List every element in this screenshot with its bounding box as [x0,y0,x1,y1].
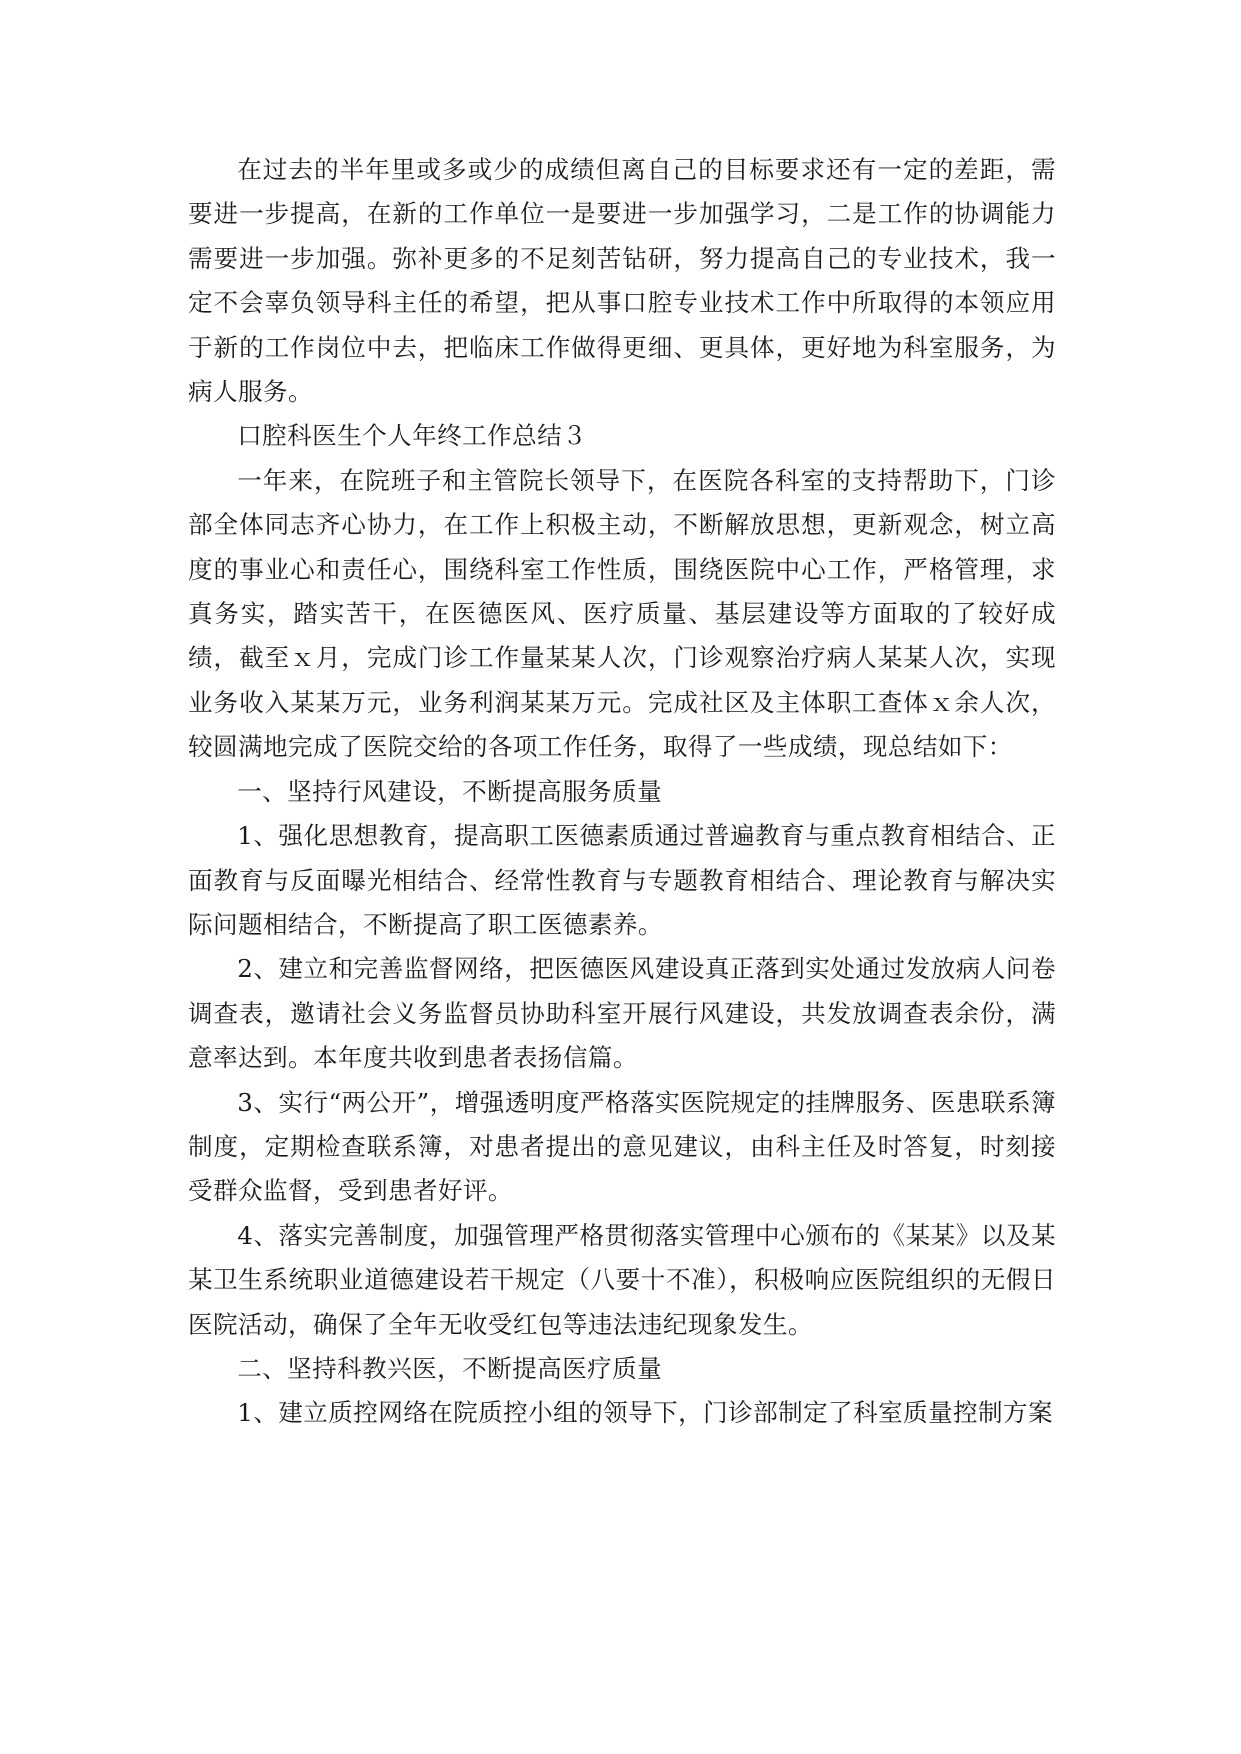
paragraph-item-3: 3、实行“两公开”，增强透明度严格落实医院规定的挂牌服务、医患联系簿制度，定期检查联系簿，对患者提出的意见建议，由科主任及时答复，时刻接受群众监督，受到患者好评。 [188,1087,1056,1206]
paragraph-item-1: 1、强化思想教育，提高职工医德素质通过普遍教育与重点教育相结合、正面教育与反面曝光相结合、经常性教育与专题教育相结合、理论教育与解决实际问题相结合，不断提高了职工医德素养。 [188,821,1056,939]
heading-1: 一、坚持行风建设，不断提高服务质量 [237,776,663,806]
paragraph-continuation: 在过去的半年里或多或少的成绩但离自己的目标要求还有一定的差距，需要进一步提高，在新的工作单位一是要进一步加强学习，二是工作的协调能力需要进一步加强。弥补更多的不足刻苦钻研，努力提高自己的专业技术，我一定不会辜负领导科主任的希望，把从事口腔专业技术工作中所取得的本领应用于新的工作岗位中去，把临床工作做得更细、更具体，更好地为科室服务，为病人服务。 [188,155,1056,407]
paragraph-item-4: 4、落实完善制度，加强管理严格贯彻落实管理中心颁布的《某某》以及某某卫生系统职业道德建设若干规定（八要十不准），积极响应医院组织的无假日医院活动，确保了全年无收受红包等违法违纪现象发生。 [188,1220,1056,1339]
document-body [188,148,1056,1436]
paragraph-item-2: 2、建立和完善监督网络，把医德医风建设真正落到实处通过发放病人问卷调查表，邀请社会义务监督员协助科室开展行风建设，共发放调查表余份，满意率达到。本年度共收到患者表扬信篇。 [188,954,1056,1073]
heading-2: 二、坚持科教兴医，不断提高医疗质量 [237,1353,663,1383]
paragraph-item-5: 1、建立质控网络在院质控小组的领导下，门诊部制定了科室质量控制方案 [237,1398,1054,1428]
section-title: 口腔科医生个人年终工作总结３ [237,421,588,451]
paragraph-intro: 一年来，在院班子和主管院长领导下，在医院各科室的支持帮助下，门诊部全体同志齐心协力，在工作上积极主动，不断解放思想，更新观念，树立高度的事业心和责任心，围绕科室工作性质，围绕医院中心工作，严格管理，求真务实，踏实苦干，在医德医风、医疗质量、基层建设等方面取的了较好成绩，截至ｘ月，完成门诊工作量某某人次，门诊观察治疗病人某某人次，实现业务收入某某万元，业务利润某某万元。完成社区及主体职工查体ｘ余人次，较圆满地完成了医院交给的各项工作任务，取得了一些成绩，现总结如下： [188,465,1056,762]
